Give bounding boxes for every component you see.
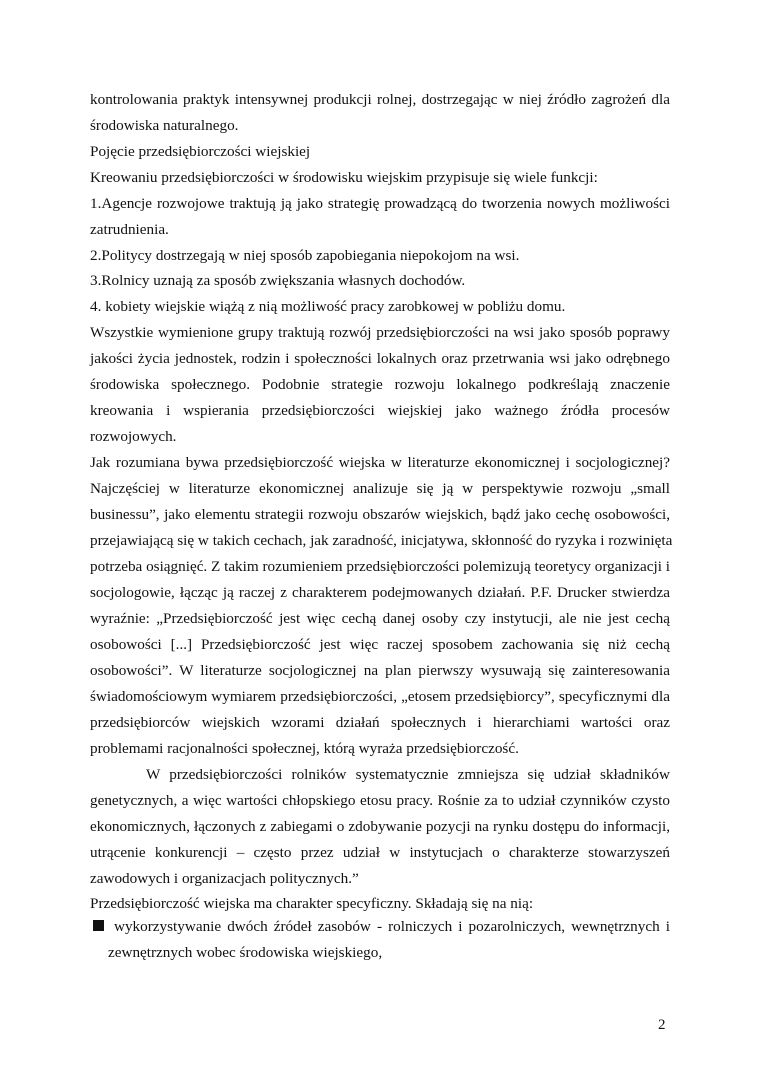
quote-line: genetycznych, a więc wartości chłopskiego etosu pracy. Rośnie za to udział czynników czysto — [90, 792, 670, 809]
text-line: wyraźnie: „Przedsiębiorczość jest więc cechą danej osoby czy instytucji, ale nie jest cechą — [90, 610, 670, 627]
bullet-item-continuation: zewnętrznych wobec środowiska wiejskiego, — [108, 944, 383, 961]
quote-line: W przedsiębiorczości rolników systematycznie zmniejsza się udział składników — [146, 766, 670, 783]
list-item: 4. kobiety wiejskie wiążą z nią możliwość pracy zarobkowej w pobliżu domu. — [90, 298, 566, 315]
text-line: Przedsiębiorczość wiejska ma charakter specyficzny. Składają się na nią: — [90, 895, 534, 912]
list-item: 2.Politycy dostrzegają w niej sposób zapobiegania niepokojom na wsi. — [90, 247, 520, 264]
text-line: jakości życia jednostek, rodzin i społeczności lokalnych oraz przetrwania wsi jako odrębnego — [90, 350, 670, 367]
text-line: osobowości [...] Przedsiębiorczość jest więc raczej sposobem zachowania się niż cechą — [90, 636, 670, 653]
text-line: rozwojowych. — [90, 428, 177, 445]
text-line: środowiska społecznego. Podobnie strategie rozwoju lokalnego podkreślają znaczenie — [90, 376, 670, 393]
section-heading: Pojęcie przedsiębiorczości wiejskiej — [90, 143, 311, 160]
bullet-item: wykorzystywanie dwóch źródeł zasobów - rolniczych i pozarolniczych, wewnętrznych i — [114, 918, 670, 935]
quote-line: ekonomicznych, łączonych z zabiegami o zdobywanie pozycji na rynku dostępu do informacji, — [90, 818, 670, 835]
page-number: 2 — [658, 1017, 666, 1033]
text-line: środowiska naturalnego. — [90, 117, 239, 134]
text-line: Jak rozumiana bywa przedsiębiorczość wiejska w literaturze ekonomicznej i socjologicznej? — [90, 454, 670, 471]
text-line: przedsiębiorców wiejskich wzorami działań społecznych i hierarchiami wartości oraz — [90, 714, 670, 731]
text-line: Kreowaniu przedsiębiorczości w środowisku wiejskim przypisuje się wiele funkcji: — [90, 169, 598, 186]
text-line: Wszystkie wymienione grupy traktują rozwój przedsiębiorczości na wsi jako sposób poprawy — [90, 324, 670, 341]
text-line: businessu”, jako elementu strategii rozwoju obszarów wiejskich, bądź jako cechę osobowości, — [90, 506, 670, 523]
text-line: kreowania i wspierania przedsiębiorczości wiejskiej jako ważnego źródła procesów — [90, 402, 670, 419]
text-line: świadomościowym wymiarem przedsiębiorczości, „etosem przedsiębiorcy”, specyficznymi dla — [90, 688, 670, 705]
square-bullet-icon — [93, 920, 104, 931]
text-line: kontrolowania praktyk intensywnej produkcji rolnej, dostrzegając w niej źródło zagrożeń dla — [90, 91, 670, 108]
text-line: przejawiającą się w takich cechach, jak zaradność, inicjatywa, skłonność do ryzyka i rozwinięta — [90, 532, 673, 549]
list-item-continuation: zatrudnienia. — [90, 221, 169, 238]
text-line: socjologowie, łącząc ją raczej z charakterem podejmowanych działań. P.F. Drucker stwierdza — [90, 584, 670, 601]
quote-line: utrącenie konkurencji – często przez udział w instytucjach o charakterze stowarzyszeń — [90, 844, 670, 861]
quote-line: zawodowych i organizacjach politycznych.” — [90, 870, 359, 887]
text-line: osobowości”. W literaturze socjologicznej na plan pierwszy wysuwają się zainteresowania — [90, 662, 670, 679]
text-line: Najczęściej w literaturze ekonomicznej analizuje się ją w perspektywie rozwoju „small — [90, 480, 670, 497]
text-line: potrzeba osiągnięć. Z takim rozumieniem przedsiębiorczości polemizują teoretycy organizacji i — [90, 558, 670, 575]
text-line: problemami racjonalności społecznej, którą wyraża przedsiębiorczość. — [90, 740, 519, 757]
list-item: 3.Rolnicy uznają za sposób zwiększania własnych dochodów. — [90, 272, 466, 289]
list-item: 1.Agencje rozwojowe traktują ją jako strategię prowadzącą do tworzenia nowych możliwości — [90, 195, 670, 212]
